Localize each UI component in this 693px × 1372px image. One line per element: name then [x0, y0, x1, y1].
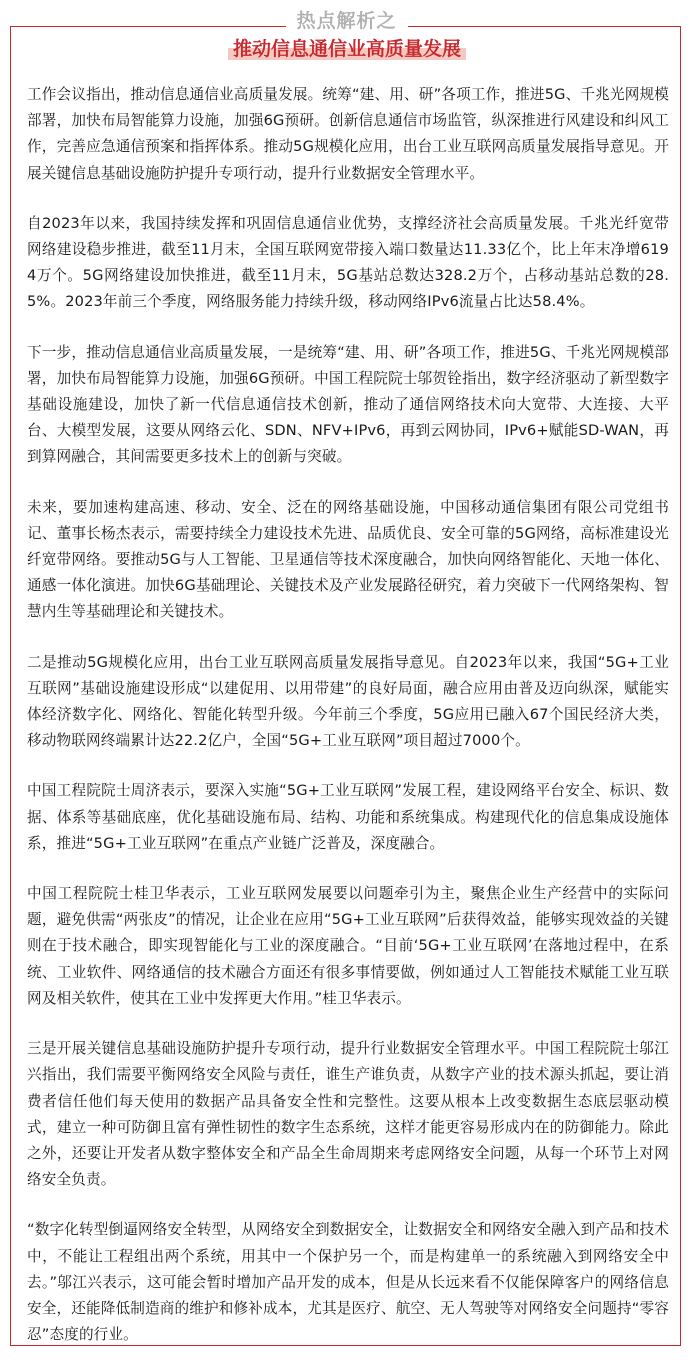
- title-box: [224, 36, 470, 64]
- paragraph-2: 自2023年以来，我国持续发挥和巩固信息通信业优势，支撑经济社会高质量发展。千兆光纤宽带网络建设稳步推进，截至11月末，全国互联网宽带接入端口数量达11.33亿个，比上年末净增6194万个。5G网络建设加快推进，截至11月末，5G基站总数达328.2万个，占移动基站总数的28.5%。2023年前三个季度，网络服务能力持续升级，移动网络IPv6流量占比达58.4%。: [27, 214, 669, 311]
- paragraph-9: “数字化转型倒逼网络安全转型，从网络安全到数据安全，让数据安全和网络安全融入到产品和技术中，不能让工程组出两个系统，用其中一个保护另一个，而是构建单一的系统融入到网络安全中去。”邬江兴表示，这可能会暂时增加产品开发的成本，但是从长远来看不仅能保障客户的网络信息安全，还能降低制造商的维护和修补成本，尤其是医疗、航空、无人驾驶等对网络安全问题持“零容忍”态度的行业。: [27, 1221, 669, 1344]
- paragraph-7: 中国工程院院士桂卫华表示，工业互联网发展要以问题牵引为主，聚焦企业生产经营中的实际问题，避免供需“两张皮”的情况，让企业在应用“5G+工业互联网”后获得效益，能够实现效益的关键则在于技术融合，即实现智能化与工业的深度融合。“目前‘5G+工业互联网’在落地过程中，在系统、工业软件、网络通信的技术融合方面还有很多事情要做，例如通过人工智能技术赋能工业互联网及相关软件，使其在工业中发挥更大作用。”桂卫华表示。: [27, 885, 669, 1007]
- paragraph-5: 二是推动5G规模化应用，出台工业互联网高质量发展指导意见。自2023年以来，我国“5G+工业互联网”基础设施建设形成“以建促用、以用带建”的良好局面，融合应用由普及迈向纵深，赋能实体经济数字化、网络化、智能化转型升级。今年前三个季度，5G应用已融入67个国民经济大类，移动物联网终端累计达22.2亿户，全国“5G+工业互联网”项目超过7000个。: [27, 653, 669, 750]
- section-kicker: 热点解析之: [296, 10, 397, 32]
- page-title: 推动信息通信业高质量发展: [232, 38, 461, 60]
- article-header: [0, 0, 693, 64]
- paragraph-3: 下一步，推动信息通信业高质量发展，一是统筹“建、用、研”各项工作，推进5G、千兆光网规模部署，加快布局智能算力设施，加强6G预研。中国工程院院士邬贺铨指出，数字经济驱动了新型数字基础设施建设，加快了新一代信息通信技术创新，推动了通信网络技术向大宽带、大连接、大平台、大模型发展，这要从网络云化、SDN、NFV+IPv6，再到云网协同，IPv6+赋能SD-WAN，再到算网融合，其间需要更多技术上的创新与突破。: [27, 343, 669, 466]
- article-body: [27, 82, 669, 1372]
- paragraph-4: 未来，要加速构建高速、移动、安全、泛在的网络基础设施，中国移动通信集团有限公司党组书记、董事长杨杰表示，需要持续全力建设技术先进、品质优良、安全可靠的5G网络，高标准建设光纤宽带网络。要推动5G与人工智能、卫星通信等技术深度融合，加快向网络智能化、天地一体化、通感一体化演进。加快6G基础理论、关键技术及产业发展路径研究，着力突破下一代网络架构、智慧内生等基础理论和关键技术。: [27, 498, 669, 621]
- paragraph-6: 中国工程院院士周济表示，要深入实施“5G+工业互联网”发展工程，建设网络平台安全、标识、数据、体系等基础底座，优化基础设施布局、结构、功能和系统集成。构建现代化的信息集成设施体系，推进“5G+工业互联网”在重点产业链广泛普及，深度融合。: [27, 782, 669, 852]
- paragraph-8: 三是开展关键信息基础设施防护提升专项行动，提升行业数据安全管理水平。中国工程院院士邬江兴指出，我们需要平衡网络安全风险与责任，谁生产谁负责，从数字产业的技术源头抓起，要让消费者信任他们每天使用的数据产品具备安全性和完整性。这要从根本上改变数据生态底层驱动模式，建立一种可防御且富有弹性韧性的数字生态系统，这样才能更容易形成内在的防御能力。除此之外，还要让开发者从数字整体安全和产品全生命周期来考虑网络安全问题，从每一个环节上对网络安全负责。: [27, 1040, 669, 1189]
- paragraph-1: 工作会议指出，推动信息通信业高质量发展。统筹“建、用、研”各项工作，推进5G、千兆光网规模部署，加快布局智能算力设施，加强6G预研。创新信息通信市场监管，纵深推进行风建设和纠风工作，完善应急通信预案和指挥体系。推动5G规模化应用，出台工业互联网高质量发展指导意见。开展关键信息基础设施防护提升专项行动，提升行业数据安全管理水平。: [27, 86, 669, 182]
